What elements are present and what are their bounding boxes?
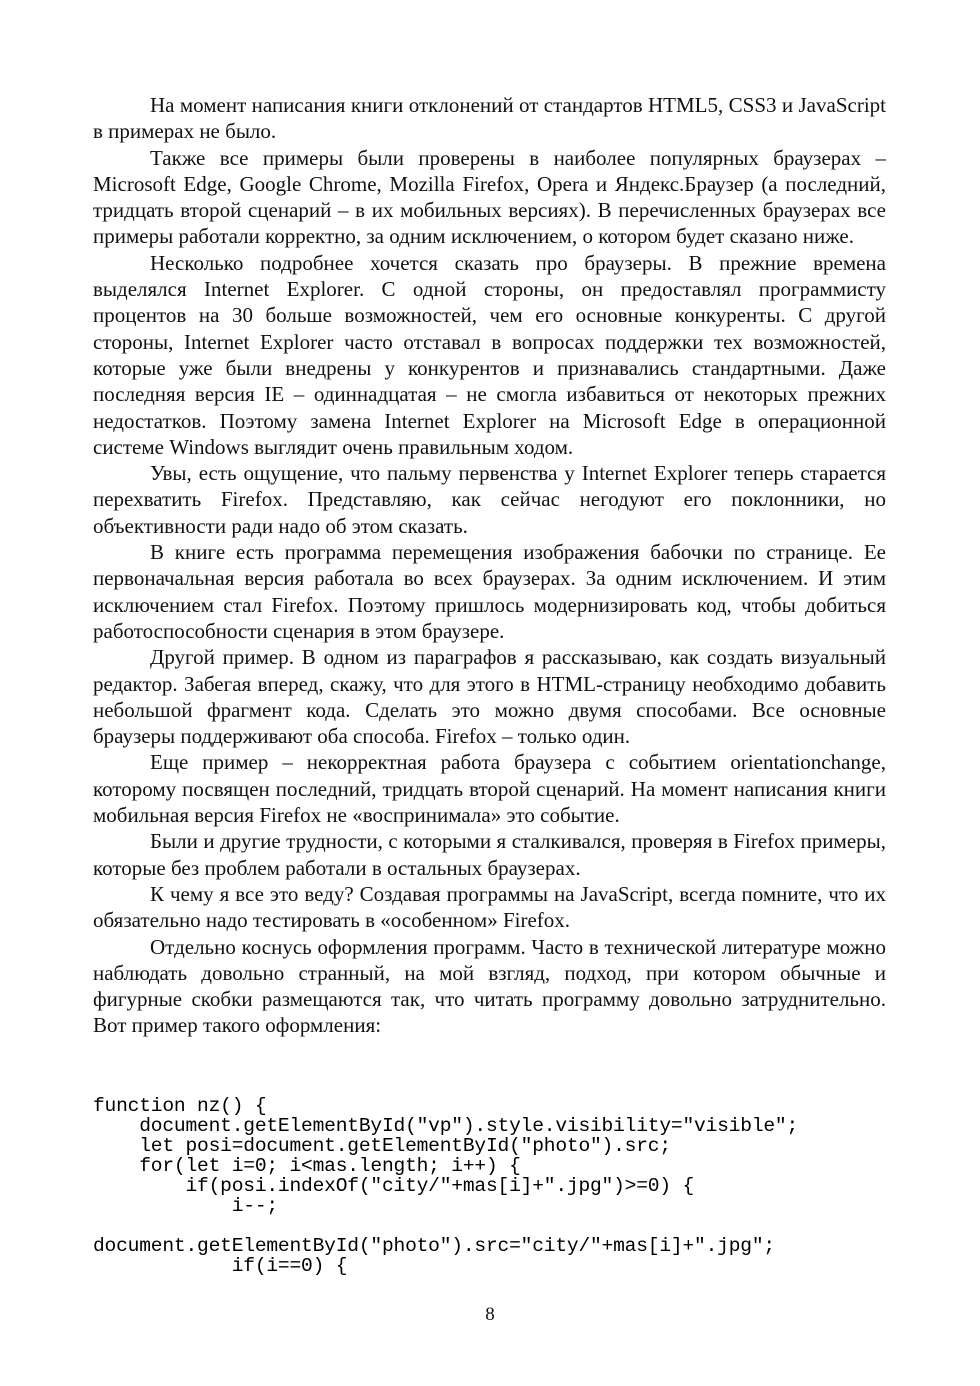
paragraph: Отдельно коснусь оформления программ. Часто в технической литературе можно наблюдать довольно странный, на мой взгляд, подход, при котором обычные и фигурные скобки размещаются так, что читать программу довольно затруднительно. Вот пример такого оформления: [93,934,886,1038]
code-listing: function nz() { document.getElementById("vp").style.visibility="visible"; let posi=document.getElementById("photo").src; for(let i=0; i<mas.length; i++) { if(posi.indexOf("city/"+mas[i]+".jpg")>=0) { i--; document.getElementById("photo").src="city/"+mas[i]+".jpg"; if(i==0) { [93,1095,799,1277]
page-number: 8 [485,1304,495,1325]
paragraph: На момент написания книги отклонений от стандартов HTML5, CSS3 и JavaScript в примерах не было. [93,93,886,144]
paragraph: В книге есть программа перемещения изображения бабочки по странице. Ее первоначальная версия работала во всех браузерах. За одним исключением. И этим исключением стал Firefox. Поэтому пришлось модернизировать код, чтобы добиться работоспособности сценария в этом браузере. [93,540,886,643]
paragraph: Увы, есть ощущение, что пальму первенства у Internet Explorer теперь старается перехватить Firefox. Представляю, как сейчас негодуют его поклонники, но объективности ради надо об этом сказать. [93,461,886,538]
paragraph: К чему я все это веду? Создавая программы на JavaScript, всегда помните, что их обязательно надо тестировать в «особенном» Firefox. [93,881,886,933]
paragraph: Несколько подробнее хочется сказать про браузеры. В прежние времена выделялся Internet Explorer. С одной стороны, он предоставлял программисту процентов на 30 больше возможностей, чем его основные конкуренты. С другой стороны, Internet Explorer часто отставал в вопросах поддержки тех возможностей, которые уже были внедрены у конкурентов и признавались стандартными. Даже последняя версия IE – одиннадцатая – не смогла избавиться от некоторых прежних недостатков. Поэтому замена Internet Explorer на Microsoft Edge в операционной системе Windows выглядит очень правильным ходом. [93,250,886,459]
body-text [93,92,886,1039]
paragraph: Были и другие трудности, с которыми я сталкивался, проверяя в Firefox примеры, которые без проблем работали в остальных браузерах. [93,829,886,880]
paragraph: Еще пример – некорректная работа браузера с событием orientationchange, которому посвящен последний, тридцать второй сценарий. На момент написания книги мобильная версия Firefox не «воспринимала» это событие. [93,750,886,828]
paragraph: Также все примеры были проверены в наиболее популярных браузерах – Microsoft Edge, Google Chrome, Mozilla Firefox, Opera и Яндекс.Браузер (а последний, тридцать второй сценарий – в их мобильных версиях). В перечисленных браузерах все примеры работали корректно, за одним исключением, о котором будет сказано ниже. [93,145,886,249]
paragraph: Другой пример. В одном из параграфов я рассказываю, как создать визуальный редактор. Забегая вперед, скажу, что для этого в HTML-страницу необходимо добавить небольшой фрагмент кода. Сделать это можно двумя способами. Все основные браузеры поддерживают оба способа. Firefox – только один. [93,645,886,749]
